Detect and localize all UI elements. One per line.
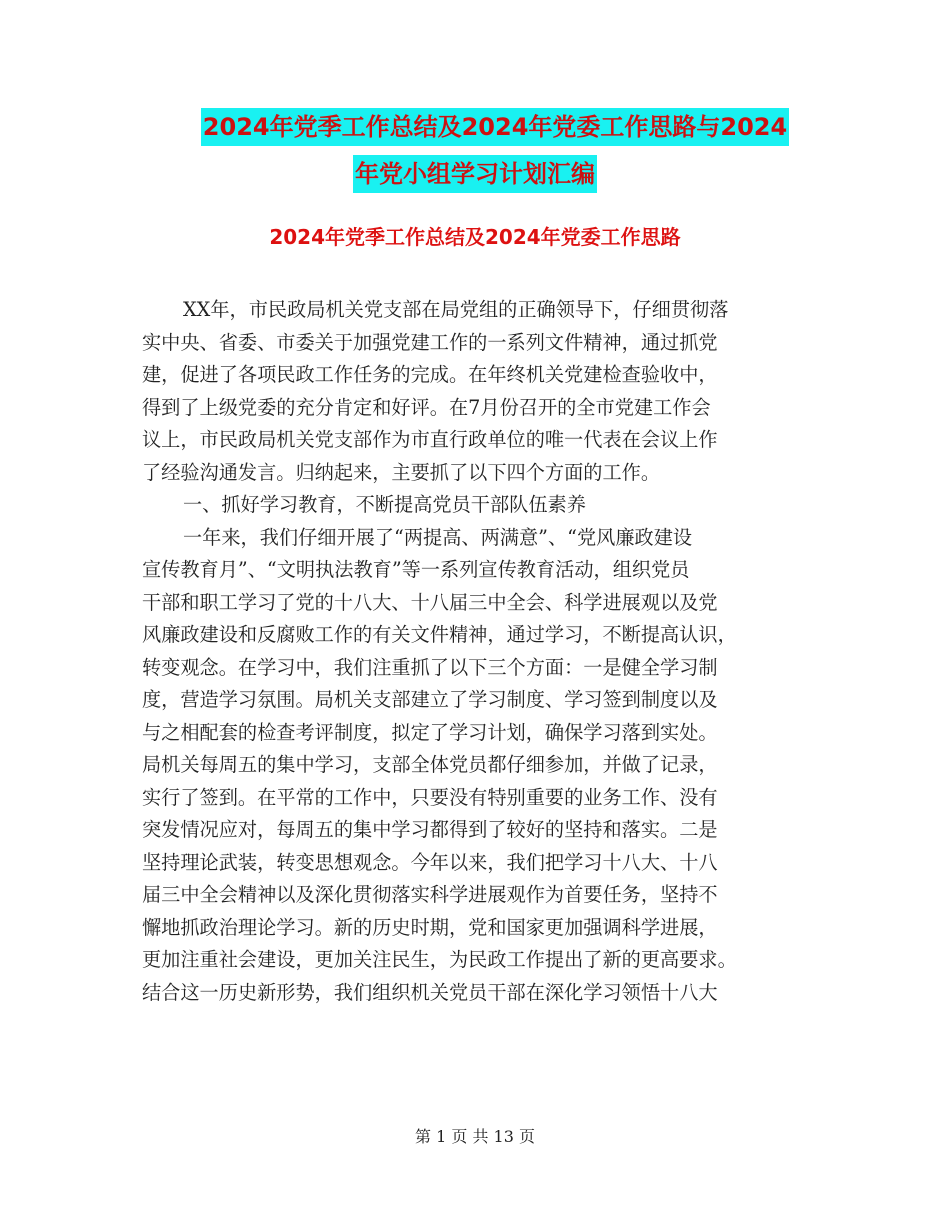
paragraph-line: 届三中全会精神以及深化贯彻落实科学进展观作为首要任务，坚持不 xyxy=(142,883,718,906)
title-line-2: 年党小组学习计划汇编 xyxy=(353,155,597,193)
paragraph-line: 实行了签到。在平常的工作中，只要没有特别重要的业务工作、没有 xyxy=(142,785,718,809)
paragraph-line: 度，营造学习氛围。局机关支部建立了学习制度、学习签到制度以及 xyxy=(142,688,718,711)
paragraph-line: 干部和职工学习了党的十八大、十八届三中全会、科学进展观以及党 xyxy=(142,590,718,614)
paragraph-line: 议上，市民政局机关党支部作为市直行政单位的唯一代表在会议上作 xyxy=(142,428,718,451)
paragraph-line: 结合这一历史新形势，我们组织机关党员干部在深化学习领悟十八大 xyxy=(142,980,718,1004)
paragraph-line: 建，促进了各项民政工作任务的完成。在年终机关党建检查验收中， xyxy=(142,363,718,386)
paragraph-line: 一年来，我们仔细开展了“两提高、两满意”、“党风廉政建设 xyxy=(183,525,693,549)
paragraph-line: 突发情况应对，每周五的集中学习都得到了较好的坚持和落实。二是 xyxy=(142,818,718,841)
body-text xyxy=(142,294,802,1009)
paragraph-line: 了经验沟通发言。归纳起来，主要抓了以下四个方面的工作。 xyxy=(142,460,661,484)
paragraph-line: 风廉政建设和反腐败工作的有关文件精神，通过学习，不断提高认识， xyxy=(142,623,737,646)
paragraph-line: 更加注重社会建设，更加关注民生，为民政工作提出了新的更高要求。 xyxy=(142,948,737,971)
document-title xyxy=(0,108,950,193)
paragraph-line: 与之相配套的检查考评制度，拟定了学习计划，确保学习落到实处。 xyxy=(142,720,718,744)
paragraph-line: XX年，市民政局机关党支部在局党组的正确领导下，仔细贯彻落 xyxy=(183,298,729,321)
section-subtitle: 2024年党季工作总结及2024年党委工作思路 xyxy=(269,225,681,249)
page-number-footer: 第 1 页 共 13 页 xyxy=(415,1127,535,1146)
paragraph-line: 转变观念。在学习中，我们注重抓了以下三个方面：一是健全学习制 xyxy=(142,655,718,679)
paragraph-line: 局机关每周五的集中学习，支部全体党员都仔细参加，并做了记录， xyxy=(142,753,718,776)
section-heading: 一、抓好学习教育，不断提高党员干部队伍素养 xyxy=(183,493,586,516)
paragraph-line: 实中央、省委、市委关于加强党建工作的一系列文件精神，通过抓党 xyxy=(142,330,718,354)
paragraph-line: 宣传教育月”、“文明执法教育”等一系列宣传教育活动，组织党员 xyxy=(142,558,690,581)
title-line-1: 2024年党季工作总结及2024年党委工作思路与2024 xyxy=(201,108,789,146)
paragraph-line: 得到了上级党委的充分肯定和好评。在7月份召开的全市党建工作会 xyxy=(142,395,711,419)
paragraph-line: 懈地抓政治理论学习。新的历史时期，党和国家更加强调科学进展， xyxy=(142,915,718,939)
paragraph-line: 坚持理论武装，转变思想观念。今年以来，我们把学习十八大、十八 xyxy=(142,850,718,874)
